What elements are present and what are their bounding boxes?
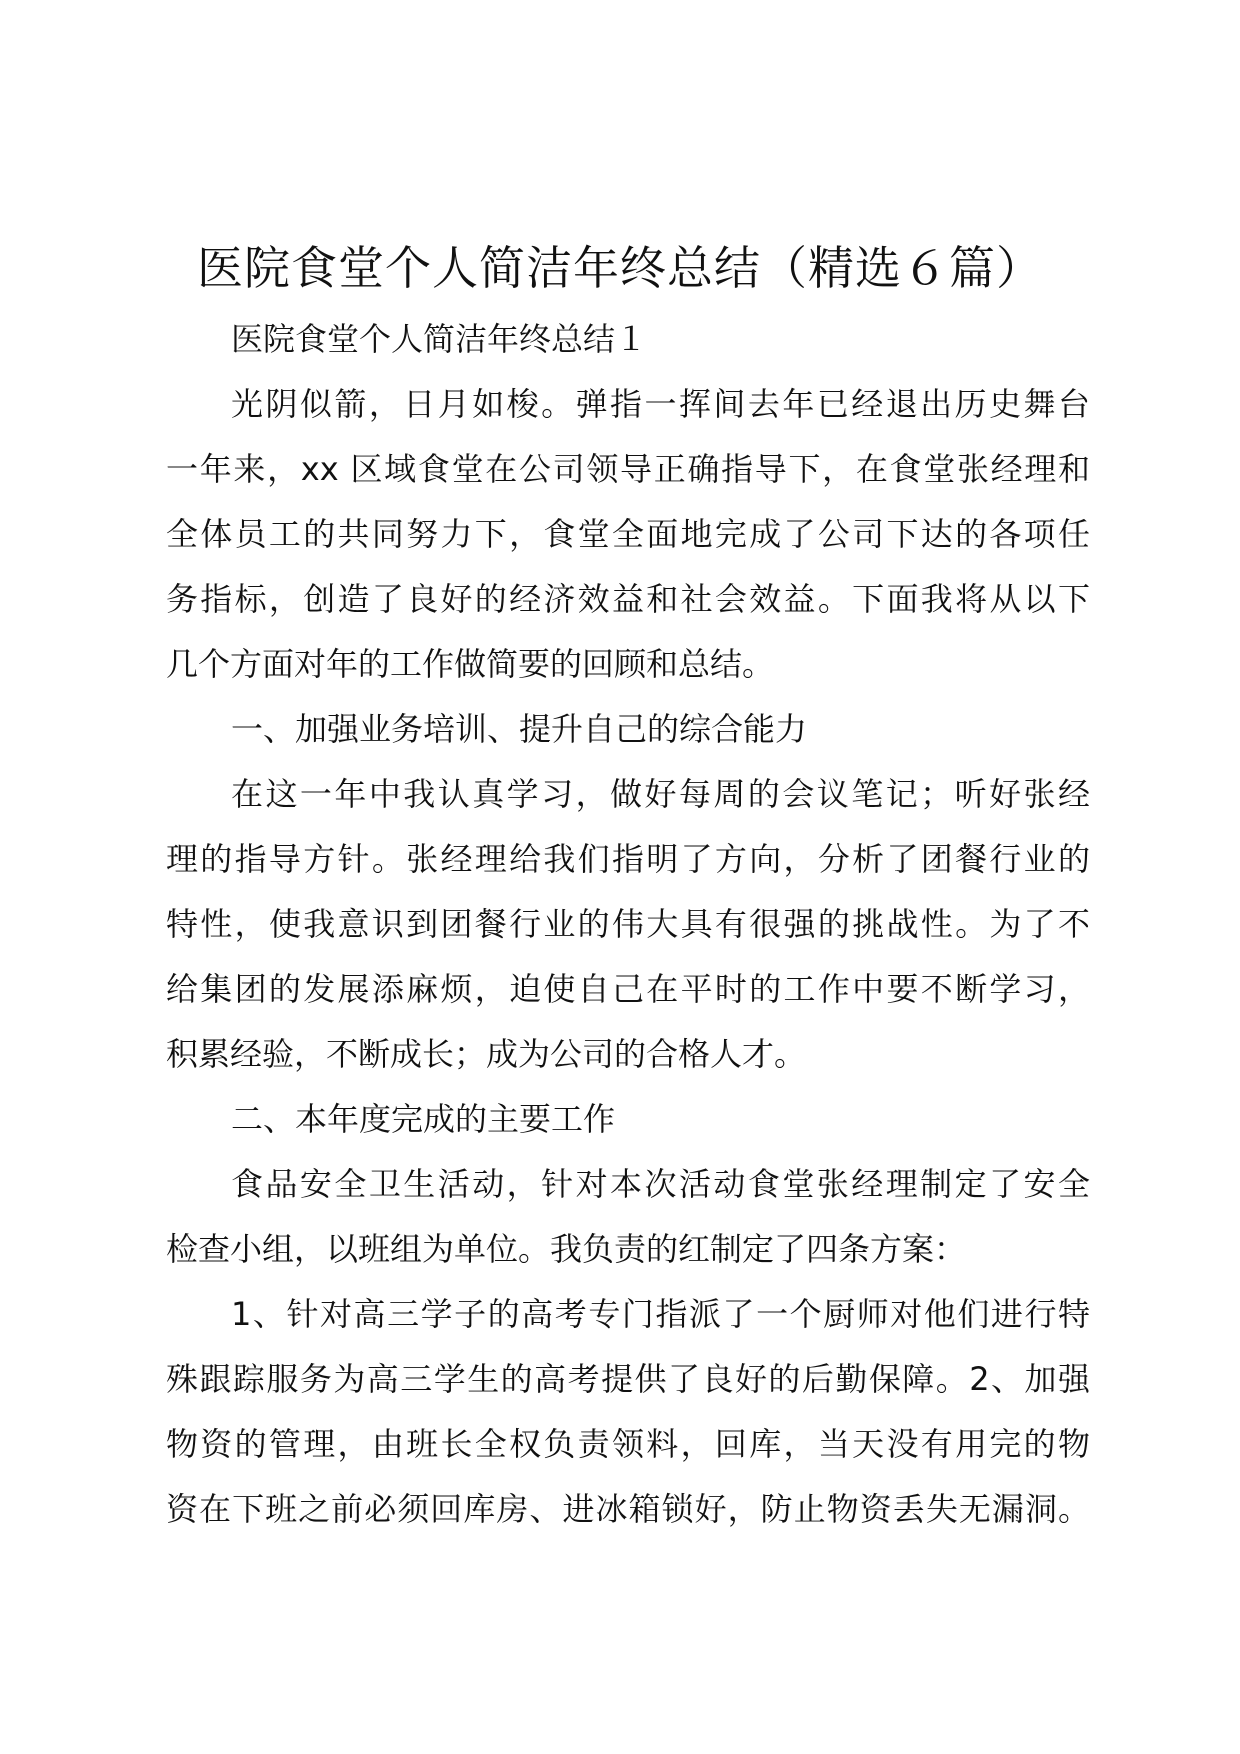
paragraph-line: 几个方面对年的工作做简要的回顾和总结。: [166, 645, 775, 683]
section-heading: 一、加强业务培训、提升自己的综合能力: [231, 710, 808, 748]
paragraph-line: 在这一年中我认真学习，做好每周的会议笔记；听好张经: [231, 775, 1090, 813]
paragraph-line: 特性，使我意识到团餐行业的伟大具有很强的挑战性。为了不: [166, 905, 1090, 943]
paragraph-line: 检查小组，以班组为单位。我负责的红制定了四条方案：: [166, 1230, 967, 1268]
paragraph-line: 全体员工的共同努力下，食堂全面地完成了公司下达的各项任: [166, 515, 1090, 553]
paragraph-line: 殊跟踪服务为高三学生的高考提供了良好的后勤保障。2、加强: [166, 1360, 1090, 1398]
paragraph-line: 物资的管理，由班长全权负责领料，回库，当天没有用完的物: [166, 1425, 1090, 1463]
paragraph-line: 理的指导方针。张经理给我们指明了方向，分析了团餐行业的: [166, 840, 1090, 878]
section-heading: 医院食堂个人简洁年终总结１: [231, 320, 648, 358]
paragraph-line: 光阴似箭，日月如梭。弹指一挥间去年已经退出历史舞台: [231, 385, 1090, 423]
paragraph-line: 资在下班之前必须回库房、进冰箱锁好，防止物资丢失无漏洞。: [166, 1490, 1090, 1528]
document-title: 医院食堂个人简洁年终总结（精选６篇）: [197, 241, 1043, 295]
paragraph-line: 积累经验，不断成长；成为公司的合格人才。: [166, 1035, 807, 1073]
paragraph-line: 食品安全卫生活动，针对本次活动食堂张经理制定了安全: [231, 1165, 1090, 1203]
document-body: [166, 307, 1090, 1542]
paragraph-line: 一年来，xx 区域食堂在公司领导正确指导下，在食堂张经理和: [166, 450, 1090, 488]
section-heading: 二、本年度完成的主要工作: [231, 1100, 616, 1138]
paragraph-line: 务指标，创造了良好的经济效益和社会效益。下面我将从以下: [166, 580, 1090, 618]
paragraph-line: 给集团的发展添麻烦，迫使自己在平时的工作中要不断学习，: [166, 970, 1090, 1008]
paragraph-line: 1、针对高三学子的高考专门指派了一个厨师对他们进行特: [231, 1295, 1090, 1333]
